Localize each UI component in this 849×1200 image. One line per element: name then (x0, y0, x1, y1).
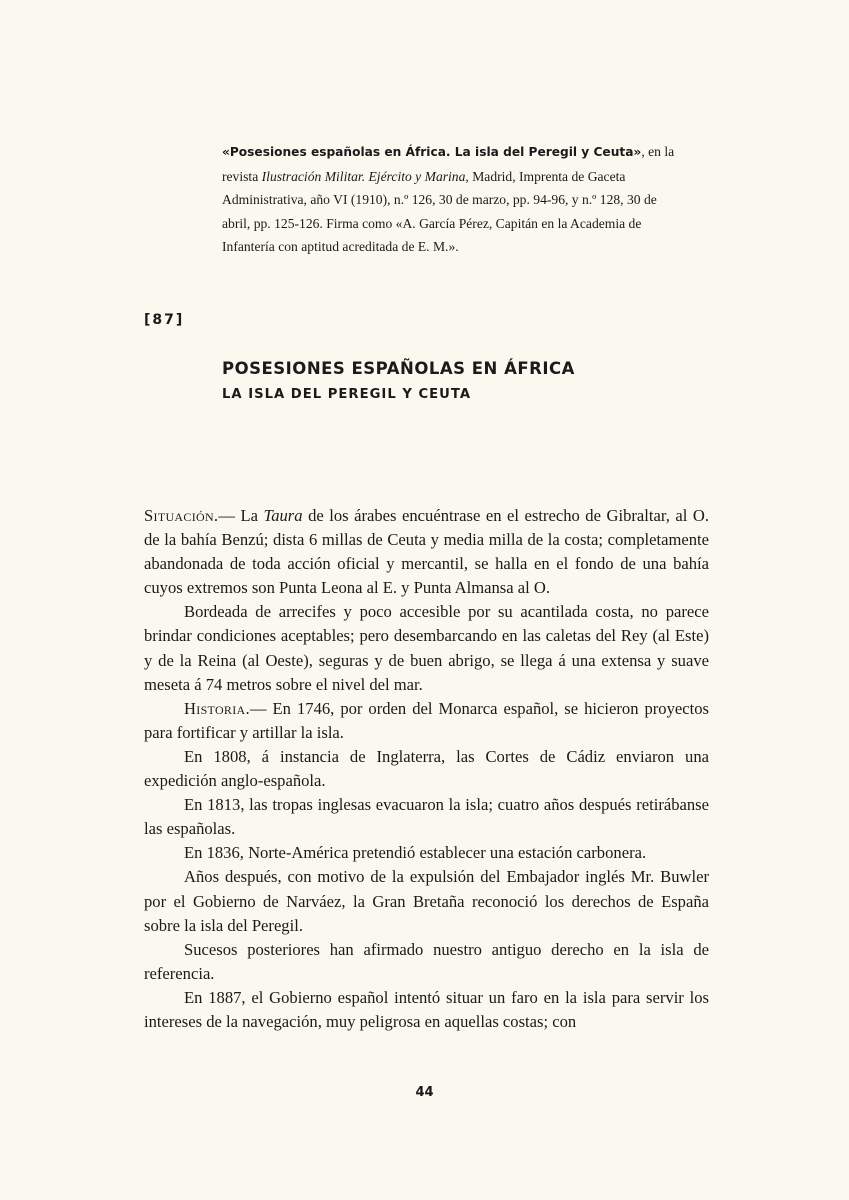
citation-title: «Posesiones españolas en África. La isla del Peregil y Ceuta» (222, 145, 642, 159)
paragraph: Bordeada de arrecifes y poco accesible por su acantilada costa, no parece brindar condiciones aceptables; pero desembarcando en las caletas del Rey (al Este) y de la Reina (al Oeste), seguras y de buen abrigo, se llega á una extensa y suave meseta á 74 metros sobre el nivel del mar. (144, 602, 709, 694)
document-number: [87] (144, 312, 185, 328)
title-block (222, 358, 702, 406)
body-text (144, 504, 709, 1034)
paragraph-text: de los árabes encuéntrase en el estrecho de Gibraltar, al O. de la bahía Benzú; dista 6 millas de Ceuta y media milla de la costa; completamente abandonada de toda acción oficial y mercantil, se halla en el fondo de una bahía cuyos extremos son Punta Leona al E. y Punta Almansa al O. (144, 506, 709, 598)
paragraph: Años después, con motivo de la expulsión del Embajador inglés Mr. Buwler por el Gobierno de Narváez, la Gran Bretaña reconoció los derechos de España sobre la isla del Peregil. (144, 867, 709, 935)
paragraph: En 1836, Norte-América pretendió establecer una estación carbonera. (184, 843, 647, 863)
paragraph: En 1808, á instancia de Inglaterra, las Cortes de Cádiz enviaron una expedición anglo-española. (144, 746, 709, 791)
citation-details: , Madrid, Imprenta de Gaceta Administrativa, año VI (1910), n.º 126, 30 de marzo, pp. 94-96, y n.º 128, 30 de abril, pp. 125-126. Firma como «A. García Pérez, Capitán en la Academia de Infantería con aptitud acreditada de E. M.». (222, 168, 657, 254)
paragraph: En 1813, las tropas inglesas evacuaron la isla; cuatro años después retirábanse las españolas. (144, 795, 709, 839)
italic-term: Taura (263, 506, 303, 525)
citation-note (222, 140, 688, 259)
paragraph-situacion (144, 504, 709, 600)
paragraph-historia (144, 697, 709, 745)
paragraph-text: — La (218, 506, 264, 525)
paragraph: En 1887, el Gobierno español intentó situar un faro en la isla para servir los intereses de la navegación, muy peligrosa en aquellas costas; con (144, 987, 709, 1031)
paragraph: Sucesos posteriores han afirmado nuestro antiguo derecho en la isla de referencia. (144, 939, 709, 983)
citation-journal: Ilustración Militar. Ejército y Marina (261, 168, 466, 184)
page-title: POSESIONES ESPAÑOLAS EN ÁFRICA (222, 359, 575, 378)
paragraph-text: — En 1746, por orden del Monarca español, se hicieron proyectos para fortificar y artillar la isla. (144, 698, 709, 742)
page-number: 44 (415, 1085, 434, 1100)
citation-pre-journal: , en la revista (222, 144, 675, 184)
page-subtitle: LA ISLA DEL PEREGIL Y CEUTA (222, 387, 472, 402)
section-label-situacion: Situación. (144, 506, 219, 525)
section-label-historia: Historia. (184, 698, 250, 718)
